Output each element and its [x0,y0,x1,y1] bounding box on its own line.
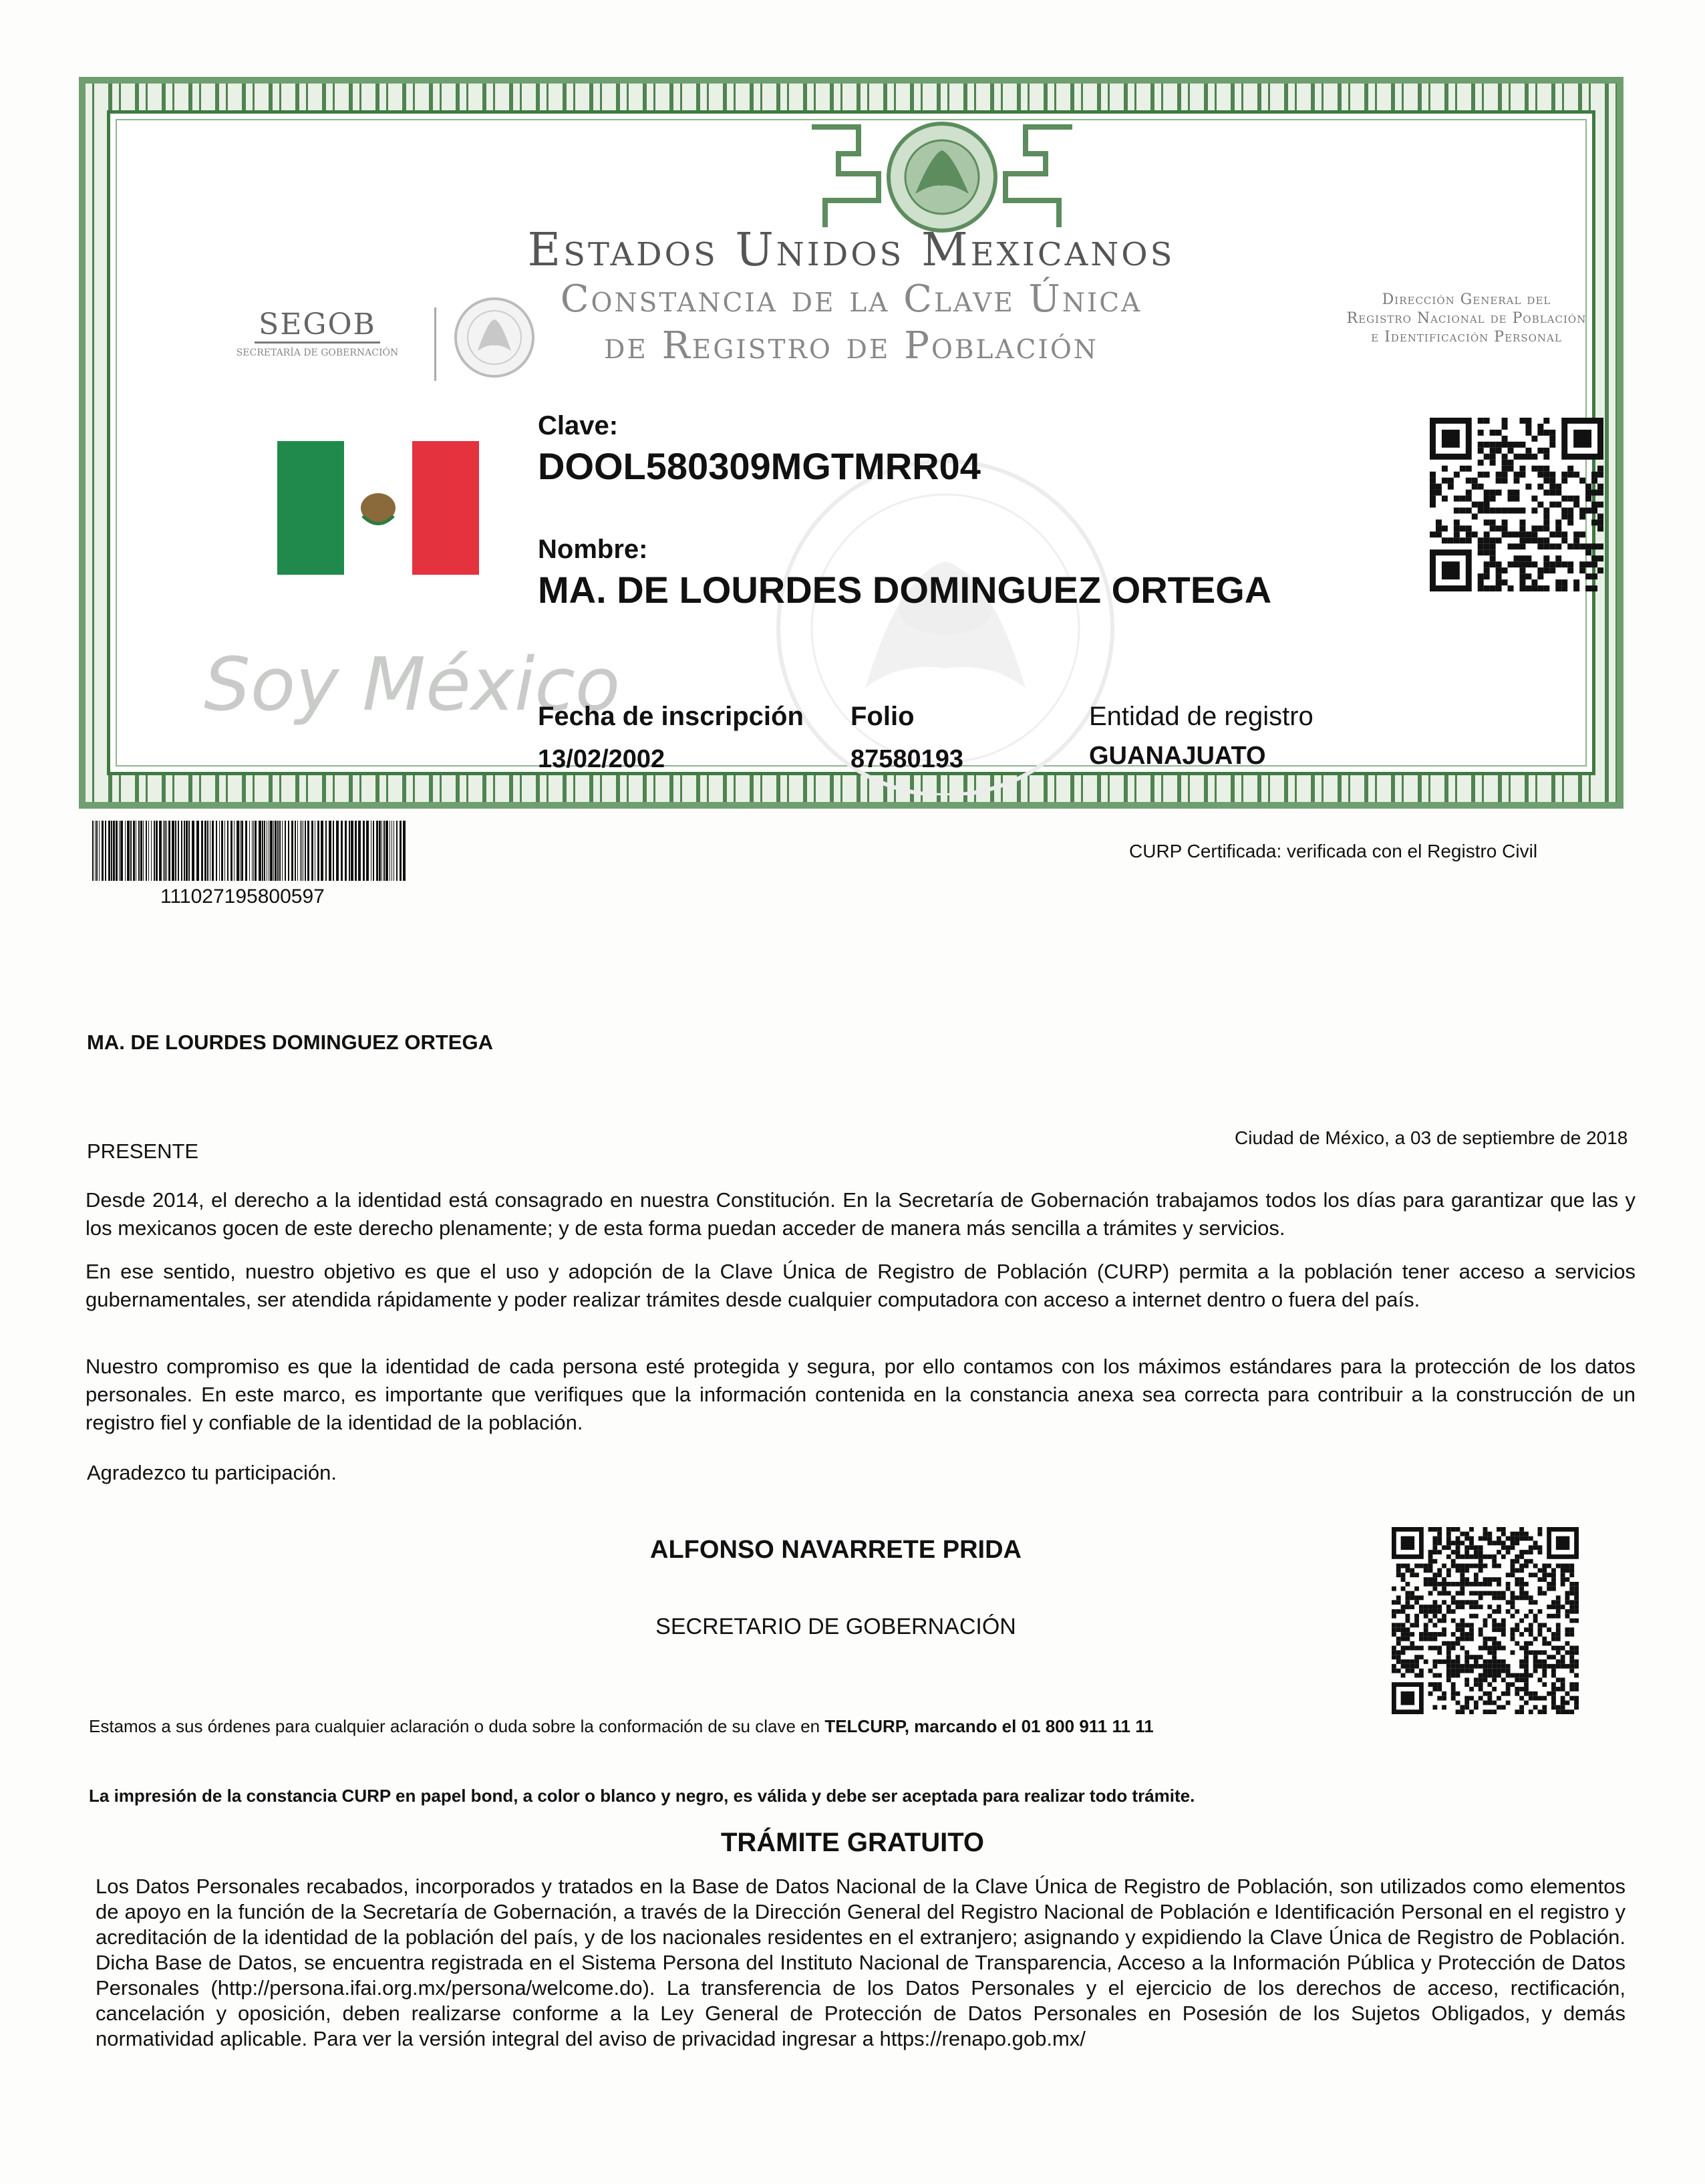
seal-icon [451,294,538,381]
city-date: Ciudad de México, a 03 de septiembre de 2018 [1235,1127,1628,1148]
dg-line-3: e Identificación Personal [1371,329,1562,346]
mexico-flag-icon [277,441,479,575]
segob-logo [204,307,431,358]
curp-certificate [79,77,1623,809]
fecha-inscripcion-label: Fecha de inscripción [538,702,804,731]
barcode-icon [92,821,410,881]
fecha-inscripcion-value: 13/02/2002 [538,745,665,773]
tramite-gratuito-heading: TRÁMITE GRATUITO [720,1828,985,1857]
telcurp-text: Estamos a sus órdenes para cualquier aclaración o duda sobre la conformación de su clave en [89,1716,825,1736]
soy-mexico-brand: Soy México [204,642,621,727]
entidad-label: Entidad de registro [1089,702,1313,731]
entidad-value: GUANAJUATO [1089,742,1266,770]
segob-name: SEGOB [255,307,380,344]
bond-paper-note: La impresión de la constancia CURP en papel bond, a color o blanco y negro, es válida y debe ser aceptada para realizar todo trámite. [89,1786,1195,1806]
addressee-name: MA. DE LOURDES DOMINGUEZ ORTEGA [87,1031,493,1054]
privacy-notice: Los Datos Personales recabados, incorporados y tratados en la Base de Datos Nacional de la Clave Única de Registro de Población, son utilizados como elementos de apoyo en la función de la Secretaría de Gobernación, a través de la Dirección General del Registro Nacional de Población e Identificación Personal en el registro y acreditación de la identidad de la población del país, y de los nacionales residentes en el extranjero; asignando y expidiendo la Clave Única de Registro de Población. Dicha Base de Datos, se encuentra registrada en el Sistema Persona del Instituto Nacional de Transparencia, Acceso a la Información Pública y Protección de Datos Personales (http://persona.ifai.org.mx/persona/welcome.do). La transferencia de los Datos Personales y el ejercicio de los derechos de acceso, rectificación, cancelación y oposición, deben realizarse conforme a la Ley General de Protección de Datos Personales en Posesión de los Sujetos Obligados, y demás normatividad aplicable. Para ver la versión integral del aviso de privacidad ingresar a https://renapo.gob.mx/ [96,1875,1625,2050]
qr-code-icon [1430,418,1603,591]
dg-line-2: Registro Nacional de Población [1346,310,1587,327]
nombre-label: Nombre: [538,535,648,564]
telcurp-phone: TELCURP, marcando el 01 800 911 11 11 [824,1716,1154,1736]
presente-label: PRESENTE [87,1139,199,1163]
clave-value: DOOL580309MGTMRR04 [538,445,981,487]
clave-label: Clave: [538,411,619,440]
barcode-number: 111027195800597 [160,885,325,908]
segob-subtitle: SECRETARÍA DE GOBERNACIÓN [236,348,399,358]
letter-closing: Agradezco tu participación. [87,1461,337,1484]
curp-certified-note: CURP Certificada: verificada con el Registro Civil [1129,841,1538,861]
nombre-value: MA. DE LOURDES DOMINGUEZ ORTEGA [538,569,1272,611]
letter-paragraph-2: En ese sentido, nuestro objetivo es que el uso y adopción de la Clave Única de Registro de Población (CURP) permita a la población tener acceso a servicios gubernamentales, ser atendida rápidamente y poder realizar trámites desde cualquier computadora con acceso a internet dentro o fuera del país. [86,1260,1636,1311]
folio-value: 87580193 [850,745,964,773]
letter-paragraph-1: Desde 2014, el derecho a la identidad está consagrado en nuestra Constitución. En la Secretaría de Gobernación trabajamos todos los días para garantizar que las y los mexicanos gocen de este derecho plenamente; y de esta forma puedan acceder de manera más sencilla a trámites y servicios. [86,1188,1636,1240]
country-title: Estados Unidos Mexicanos [527,224,1175,277]
signer-name: ALFONSO NAVARRETE PRIDA [650,1536,1022,1564]
signer-role: SECRETARIO DE GOBERNACIÓN [655,1614,1016,1639]
telcurp-note [89,1716,1154,1737]
folio-label: Folio [850,702,915,731]
logo-divider [434,307,436,381]
letter-paragraph-3: Nuestro compromiso es que la identidad de cada persona esté protegida y segura, por ello contamos con los máximos estándares para la protección de los datos personales. En este marco, es importante que verifiques que la información contenida en la constancia anexa sea correcta para contribuir a la construcción de un registro fiel y confiable de la identidad de la población. [86,1355,1636,1434]
certificate-body [107,110,1595,775]
top-crest-icon [798,114,1086,241]
dg-line-1: Dirección General del [1382,291,1551,308]
qr-code-icon [1392,1527,1579,1714]
document-subtitle-2: de Registro de Población [604,324,1098,368]
document-subtitle-1: Constancia de la Clave Única [560,277,1142,321]
dg-registry-heading [1299,291,1634,347]
